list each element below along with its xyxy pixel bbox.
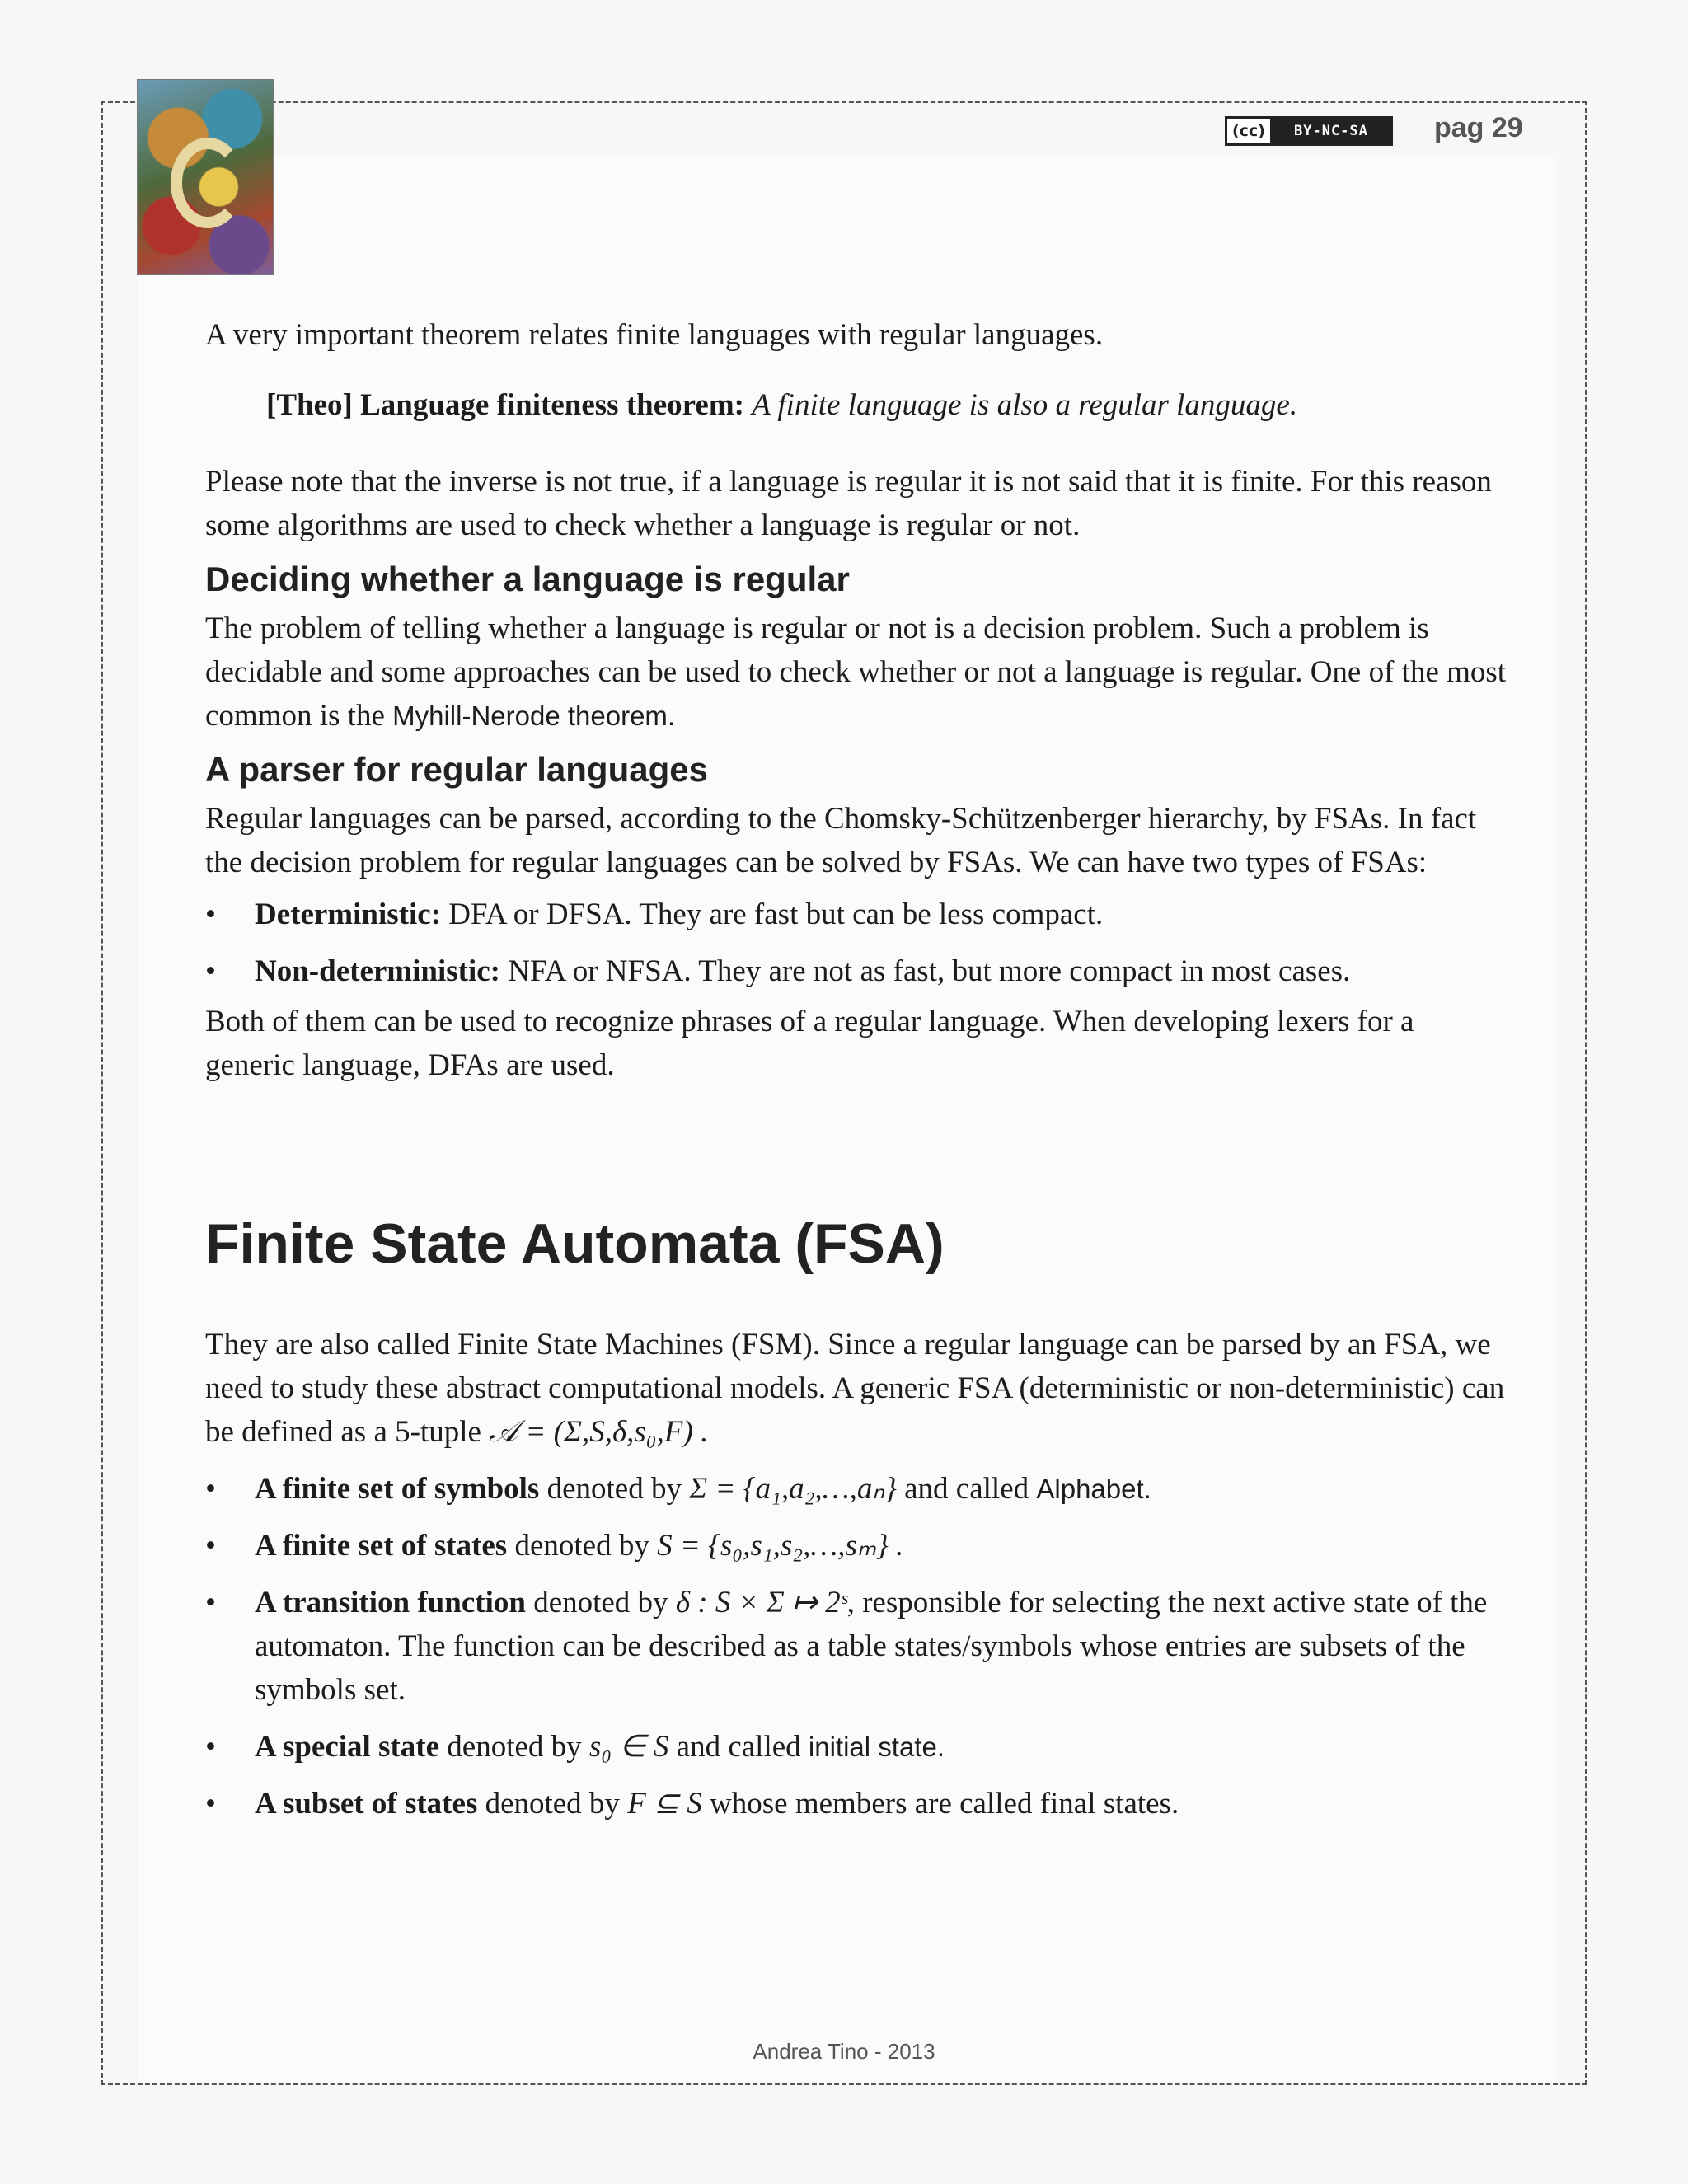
cc-icon: (cc): [1227, 119, 1272, 143]
alphabet-formula: Σ = {a₁,a₂,…,aₙ}: [689, 1472, 897, 1506]
parser-paragraph: Regular languages can be parsed, according to the Chomsky-Schützenberger hierarchy, by FSAs. In fact the decision problem for regular languages can be solved by FSAs. We can have two types of FSAs:: [205, 802, 1477, 879]
list-item-desc: NFA or NFSA. They are not as fast, but more compact in most cases.: [508, 954, 1351, 988]
list-item-term: A finite set of states: [255, 1529, 508, 1563]
myhill-nerode-term: Myhill-Nerode theorem.: [392, 701, 676, 731]
chapter-intro-text: They are also called Finite State Machines (FSM). Since a regular language can be parsed by an FSA, we need to study these abstract computational models. A generic FSA (deterministic or non-deterministic) can be defined as a 5-tuple: [205, 1328, 1505, 1449]
five-tuple-formula: 𝒜 = (Σ,S,δ,s₀,F) .: [489, 1415, 709, 1449]
cover-thumbnail-image: [137, 79, 274, 275]
theorem-box: [266, 383, 1507, 427]
deciding-paragraph: [205, 607, 1507, 738]
intro-paragraph: A very important theorem relates finite languages with regular languages.: [205, 318, 1104, 352]
list-item-text: and called: [676, 1730, 801, 1764]
license-type: BY-NC-SA: [1272, 119, 1390, 143]
chapter-title: Finite State Automata (FSA): [205, 1212, 945, 1275]
page-content: [205, 313, 1507, 1839]
states-formula: S = {s₀,s₁,s₂,…,sₘ} .: [657, 1529, 904, 1563]
list-item-text: , responsible for selecting the next active state of the automaton. The function can be described as a table states/symbols whose entries are subsets of the symbols set.: [255, 1586, 1488, 1707]
page-footer: Andrea Tino - 2013: [753, 2039, 935, 2064]
list-item: [205, 1725, 1507, 1769]
fsa-types-list: [205, 893, 1507, 993]
list-item-term: A special state: [255, 1730, 440, 1764]
list-item-term: A finite set of symbols: [255, 1472, 540, 1506]
cc-license-badge[interactable]: [1225, 116, 1393, 146]
list-item-text: and called: [904, 1472, 1029, 1506]
list-item: [205, 1524, 1507, 1568]
list-item-text: whose members are called final states.: [710, 1787, 1179, 1821]
list-item-term: A transition function: [255, 1586, 526, 1619]
list-item-desc: DFA or DFSA. They are fast but can be less compact.: [448, 898, 1104, 931]
theorem-statement: A finite language is also a regular language.: [752, 388, 1298, 422]
note-paragraph: Please note that the inverse is not true, if a language is regular it is not said that it is finite. For this reason some algorithms are used to check whether a language is regular or not.: [205, 465, 1492, 542]
list-item-text: denoted by: [533, 1586, 668, 1619]
list-item-text: denoted by: [546, 1472, 682, 1506]
theorem-label: [Theo] Language finiteness theorem:: [266, 388, 744, 422]
list-item: [205, 1581, 1507, 1712]
final-states-formula: F ⊆ S: [627, 1787, 702, 1821]
initial-state-term: initial state.: [808, 1732, 945, 1762]
list-item-term: Deterministic:: [255, 898, 442, 931]
page-number: pag 29: [1434, 112, 1523, 143]
heading-parser: A parser for regular languages: [205, 750, 708, 789]
initial-state-formula: s₀ ∈ S: [588, 1730, 669, 1764]
list-item-term: A subset of states: [255, 1787, 478, 1821]
heading-deciding: Deciding whether a language is regular: [205, 560, 850, 598]
list-item-text: denoted by: [447, 1730, 582, 1764]
fsa-components-list: [205, 1467, 1507, 1825]
list-item-text: denoted by: [514, 1529, 649, 1563]
list-item: [205, 1782, 1507, 1825]
deciding-text: The problem of telling whether a language is regular or not is a decision problem. Such a problem is decidable and some approaches can be used to check whether or not a language is regular. One of the most common is the: [205, 612, 1507, 733]
list-item-text: denoted by: [485, 1787, 620, 1821]
list-item-term: Non-deterministic:: [255, 954, 500, 988]
transition-formula: δ : S × Σ ↦ 2ˢ: [675, 1586, 847, 1619]
alphabet-term: Alphabet.: [1036, 1474, 1151, 1504]
list-item: [205, 1467, 1507, 1511]
closing-paragraph: Both of them can be used to recognize phrases of a regular language. When developing lexers for a generic language, DFAs are used.: [205, 1005, 1414, 1082]
chapter-intro-paragraph: [205, 1323, 1507, 1454]
list-item: [205, 949, 1507, 993]
list-item: [205, 893, 1507, 936]
